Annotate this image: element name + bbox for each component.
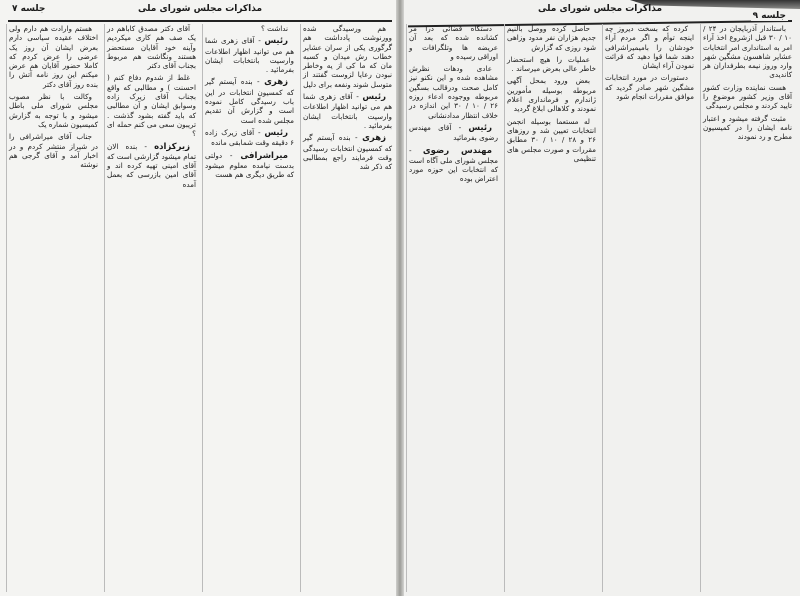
text-column: [602, 24, 696, 592]
speaker-name: زیرکزاده: [154, 141, 190, 152]
paragraph: [703, 24, 792, 80]
paragraph: [605, 24, 694, 70]
speaker-name: رئیس: [264, 127, 288, 138]
speaker-name: رئیس: [264, 36, 288, 47]
paragraph: [9, 132, 98, 169]
paragraph-text: - آقای زهری شما هم می توانید اظهار اطلاعات وارسیت بانتخابات ایشان بفرمائید .: [205, 36, 294, 75]
speaker-name: زهری: [264, 77, 288, 88]
speaker-name: رئیس: [362, 92, 386, 103]
paragraph-text: بعض ورود بمحل آگهی مربوطه بوسیله مأمورین ژاندارم و فرمانداری اعلام نمودند و کلاهالی ابلاغ گردید: [507, 76, 596, 114]
paragraph: [205, 128, 294, 148]
paragraph-text: - دولتی بدست نیامده معلوم میشود که طریق دیگری هم هست: [205, 150, 294, 180]
paragraph-text: هست نماینده وزارت کشور آقای وزیر کشور موضوع را تایید کردند و مجلس رسیدگی: [703, 82, 792, 111]
paragraph: [409, 24, 498, 61]
text-column: [300, 24, 394, 592]
text-columns: [6, 24, 394, 592]
paragraph: [507, 24, 596, 52]
paragraph: [205, 24, 294, 33]
paragraph-text: - آقای مهندس رضوی بفرمائید: [409, 122, 498, 143]
text-column: [6, 24, 100, 592]
header-rule: [8, 20, 392, 22]
paragraph: [507, 55, 596, 74]
header-title: مذاکرات مجلس شورای ملی: [137, 4, 263, 14]
paragraph-text: جناب آقای میراشرافی را در شیراز منتشر کردم و در اخبار آمد و آقای گرجی هم نوشته: [9, 132, 98, 170]
paragraph: [507, 76, 596, 113]
paragraph-text: نداشت ؟: [261, 24, 288, 33]
page-header: [8, 2, 392, 20]
paragraph-text: دستورات در مورد انتخابات مشگین شهر صادر گردید که موافق مقررات انجام شود: [605, 73, 694, 102]
paragraph: [703, 83, 792, 111]
text-columns: [406, 24, 794, 592]
paragraph-text: وکالت با نظر مصوب مجلس شورای ملی باطل میشود و با توجه به گزارش کمیسیون شماره یک: [9, 92, 98, 129]
text-column: [406, 24, 500, 592]
paragraph: [303, 24, 392, 89]
paragraph: [703, 114, 792, 142]
paragraph: [9, 92, 98, 129]
paragraph: [409, 123, 498, 143]
paragraph-text: غلط از شدوم دفاع کنم ( احسنت ) و مطالبی که واقع بجناب آقای زیرک زاده وسوابق ایشان و آن مطالبی که باید گفته بشود گذشت . تریبون سعی می کنم حمله ای ؟: [107, 73, 196, 139]
paragraph: [507, 117, 596, 163]
paragraph-text: آقای دکتر مصدق کاباهم در یک صف هم کاری میکردیم وآینه خود آقایان مستحضر هستند ونگاشت هم مربوط بجناب آقای دکتر: [107, 24, 196, 71]
book-spine: [396, 0, 404, 596]
paragraph-text: هستم وارادت هم دارم ولی اختلاف عقیده سیاسی دارم بعرض ایشان آن روز یک عرضی را عرض کردم که کاملا حضور آقایان هم عرض میکنم این روز نامه آتش را بنده روز آقای دکتر: [9, 24, 98, 89]
paragraph: [205, 36, 294, 74]
paragraph-text: - بنده آیستم گیر که کمسیون انتخابات در این باب رسیدگی کامل نموده است و گزارش آن تقدیم مجلس شده است: [205, 77, 294, 125]
paragraph: [303, 133, 392, 171]
paragraph: [303, 92, 392, 130]
speaker-name: زهری: [362, 133, 386, 144]
paragraph-text: - آقای زهری شما هم می توانید اظهار اطلاعات وارسیت بانتخابات ایشان بفرمائید .: [303, 92, 392, 130]
speaker-name: مهندس رضوی: [422, 145, 492, 156]
text-column: [104, 24, 198, 592]
paragraph: [107, 142, 196, 189]
header-title: مذاکرات مجلس شورای ملی: [537, 4, 663, 14]
right-page: [400, 0, 800, 596]
speaker-name: میراشرافی: [240, 150, 288, 161]
paragraph-text: دستگاه قضائی درا مر کشانده شده که بعد آن عریضه ها وتلگرافات و اوراقی رسیده و: [409, 24, 498, 61]
text-column: [504, 24, 598, 592]
paragraph: [9, 24, 98, 89]
session-number: جلسه ۷: [12, 4, 46, 14]
paragraph-text: - بنده الان تمام میشود گزارشی است که آقای امینی تهیه کرده اند و آقای امین بازرسی که بعمل آمده: [107, 141, 196, 189]
text-column: [202, 24, 296, 592]
paragraph-text: عادی ودهات نظرش مشاهده شده و این نکنو نیز کامل صحت ودرقالب بسگین مربوطه ووجوده ادعاء روزه ۲۶ / ۱۰ / ۳۰ این اندازه در خلاف انتظار مدادنشانی: [409, 64, 499, 120]
paragraph-text: عملیات را هیچ استحضار خاطر عالی بعرض میرساند .: [507, 54, 596, 74]
paragraph-text: - مجلس شورای ملی آگاه است که انتخابات این حوزه مورد اعتراض بوده: [409, 145, 498, 184]
session-number: جلسه ۹: [752, 11, 786, 21]
speaker-name: رئیس: [468, 122, 492, 133]
paragraph-text: کرده که بسخت دیروز چه اینجه توأم و اگر مردم آراء خودشان را بامیمیراشرافی دهند شما قوا دهید که قرائت نمودن آراء ایشان: [605, 24, 694, 71]
text-column: [700, 24, 794, 592]
paragraph: [107, 24, 196, 70]
paragraph: [205, 77, 294, 124]
paragraph-text: حاصل کرده ووصل بالنیم جدیم هزاران نفر مدود وزاهی شود روزی که گزارش: [507, 24, 596, 52]
paragraph-text: - بنده آیستم گیر که کمسیون انتخابات رسیدگی وقت فرمایند راجع بمطالبی که ذکر شد: [303, 133, 392, 172]
paragraph: [205, 151, 294, 180]
paragraph-text: باستاندار آذربایجان در ۲۴ / ۱۰ / ۳۰ قبل ازشروع اخذ آراء امر به استانداری امر انتخابات عشایر شاهسون مشگین شهر وارد وروز نیمه بطرفداران هر کاندیدی: [703, 24, 792, 80]
paragraph-text: مثبت گرفته میشود و اعتبار نامه ایشان را در کمیسیون مطرح و رد نمودند: [703, 113, 792, 142]
paragraph: [409, 146, 498, 184]
paragraph-text: هم ورسیدگی شده وورنوشت پادداشت هم گرگوری یکی از سران عشایر خطاب رش میدان و کسبه مان که ما کی از یه وخاطر نبودن رعایا لزوست گفتند از متوسل شوند ونفعه برای دلیل: [303, 24, 392, 89]
paragraph-text: له مستعما بوسیله انجمن انتخابات تعیین شد و روزهای ۲۶ و ۲۸ / ۱۰ / ۳۰ مطابق مقررات و صورت مجلس های تنظیمی: [507, 116, 596, 163]
paragraph: [605, 73, 694, 101]
paragraph-text: - آقای زیرک زاده ۶ دقیقه وقت شمابقی مانده: [205, 127, 294, 148]
page-header: [408, 2, 792, 20]
paragraph: [107, 73, 196, 138]
paragraph: [409, 64, 498, 120]
